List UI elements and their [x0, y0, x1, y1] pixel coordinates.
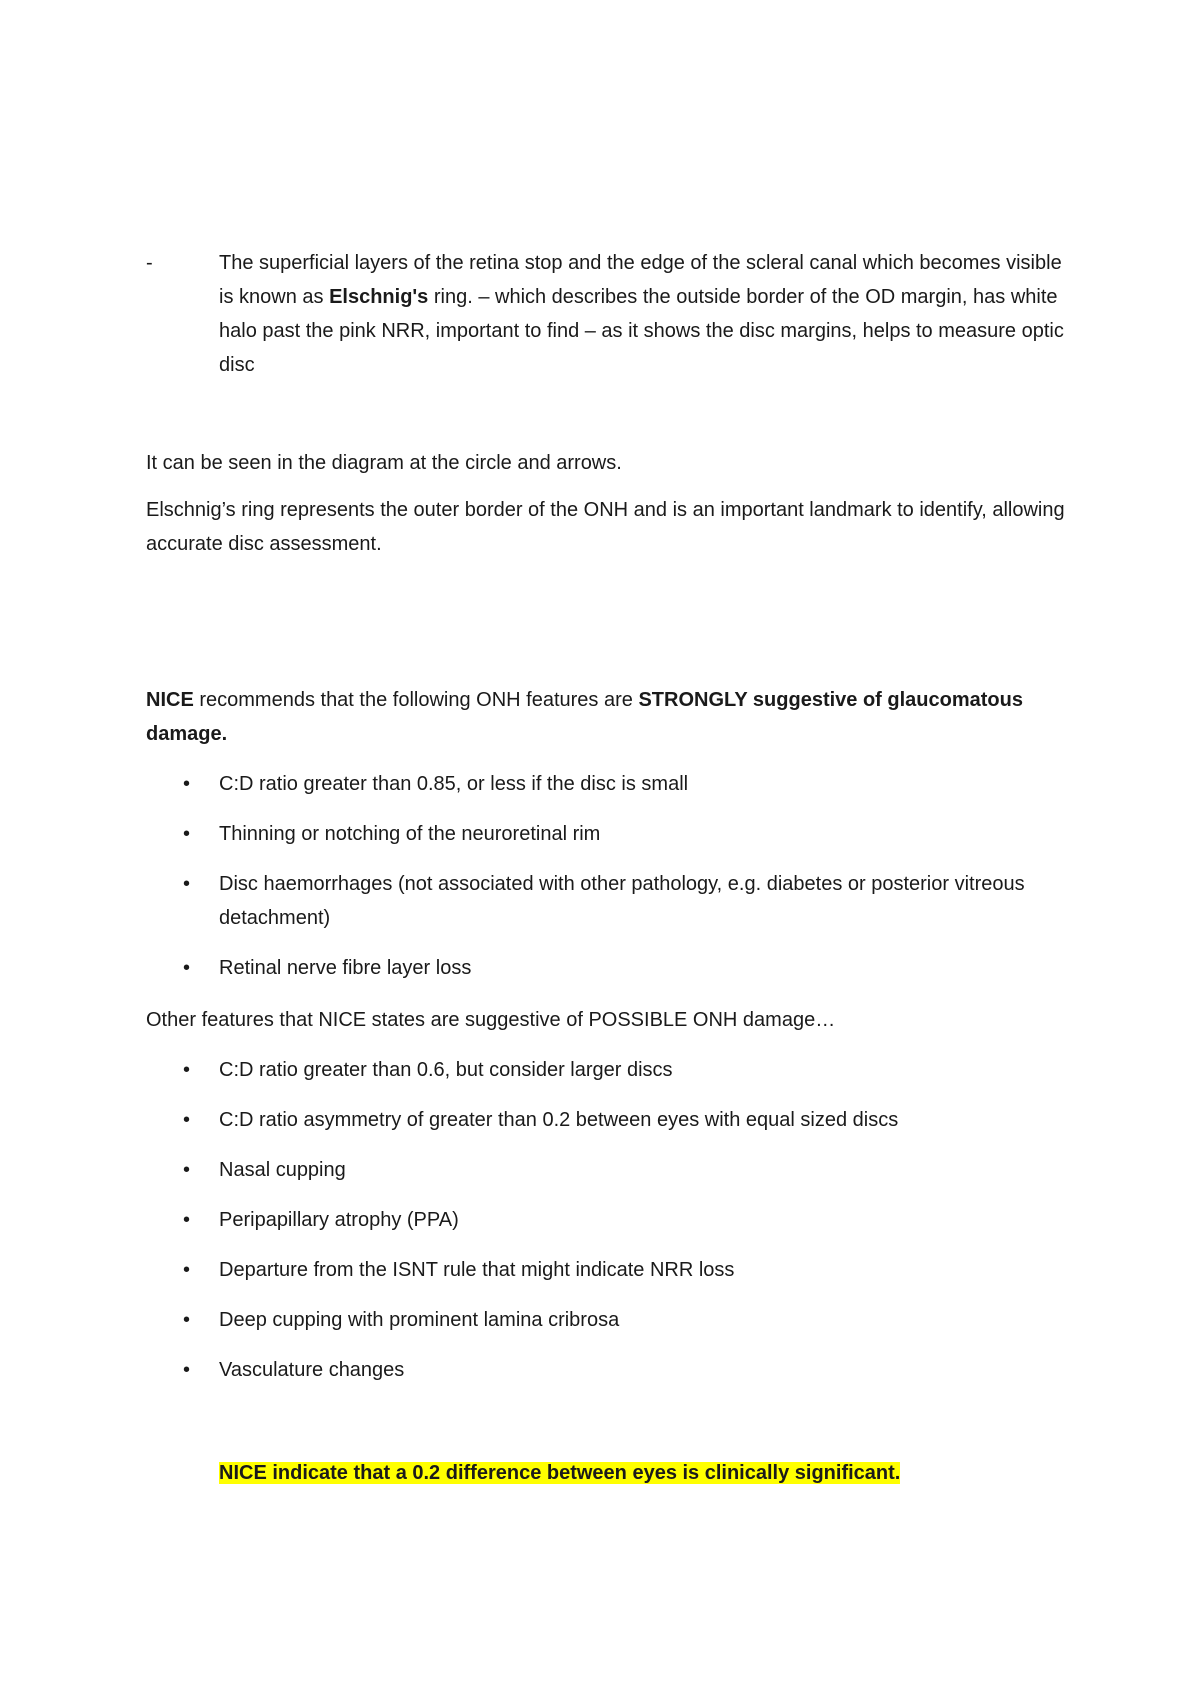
list-item-text: C:D ratio greater than 0.6, but consider larger discs [219, 1059, 673, 1081]
bullet-icon: • [183, 957, 191, 979]
list-item-text: Vasculature changes [219, 1359, 405, 1381]
list-item-text: Deep cupping with prominent lamina cribrosa [219, 1309, 620, 1331]
list-item [146, 1053, 1066, 1087]
elschnig-term: Elschnig's [329, 286, 429, 308]
nice-intro-paragraph [146, 683, 1066, 751]
strong-features-list [146, 767, 1066, 1001]
highlighted-note-text: NICE indicate that a 0.2 difference between eyes is clinically significant. [219, 1462, 901, 1484]
list-item [146, 867, 1066, 935]
list-item [146, 1353, 1066, 1387]
list-item [146, 1203, 1066, 1237]
list-item [146, 767, 1066, 801]
list-item-text: Disc haemorrhages (not associated with other pathology, e.g. diabetes or posterior vitreous detachment) [219, 873, 1025, 929]
possible-intro-paragraph: Other features that NICE states are suggestive of POSSIBLE ONH damage… [146, 1009, 836, 1031]
possible-features-list [146, 1053, 1066, 1403]
elschnig-paragraph: Elschnig’s ring represents the outer border of the ONH and is an important landmark to identify, allowing accurate disc assessment. [146, 499, 1065, 555]
list-item [146, 1303, 1066, 1337]
dash-marker: - [146, 252, 153, 274]
bullet-icon: • [183, 1159, 191, 1181]
list-item-text: Nasal cupping [219, 1159, 346, 1181]
bullet-icon: • [183, 873, 191, 895]
bullet-icon: • [183, 773, 191, 795]
nice-strongly-bold: STRONGLY suggestive of glaucomatous damage. [146, 689, 1023, 745]
list-item-text: Departure from the ISNT rule that might indicate NRR loss [219, 1259, 735, 1281]
list-item [146, 817, 1066, 851]
nice-bold: NICE [146, 689, 194, 711]
bullet-icon: • [183, 1109, 191, 1131]
bullet-icon: • [183, 1059, 191, 1081]
diagram-paragraph: It can be seen in the diagram at the circle and arrows. [146, 452, 622, 474]
dash-list-item [146, 246, 1066, 382]
bullet-icon: • [183, 1259, 191, 1281]
bullet-icon: • [183, 1209, 191, 1231]
list-item-text: C:D ratio asymmetry of greater than 0.2 between eyes with equal sized discs [219, 1109, 899, 1131]
bullet-icon: • [183, 1359, 191, 1381]
highlighted-note [219, 1456, 900, 1490]
bullet-icon: • [183, 823, 191, 845]
list-item [146, 1153, 1066, 1187]
list-item [146, 1253, 1066, 1287]
list-item [146, 951, 1066, 985]
list-item-text: Peripapillary atrophy (PPA) [219, 1209, 459, 1231]
list-item-text: Thinning or notching of the neuroretinal rim [219, 823, 601, 845]
list-item-text: Retinal nerve fibre layer loss [219, 957, 472, 979]
dash-item-text [219, 246, 1066, 382]
bullet-icon: • [183, 1309, 191, 1331]
list-item-text: C:D ratio greater than 0.85, or less if the disc is small [219, 773, 689, 795]
nice-intro-middle: recommends that the following ONH features are [193, 689, 639, 711]
list-item [146, 1103, 1066, 1137]
dash-text-part2: ring. – which describes the outside border of the OD margin, has white halo past the pink NRR, important to find – as it shows the disc margins, helps to measure optic disc [219, 286, 1064, 376]
dash-text-part1: The superficial layers of the retina stop and the edge of the scleral canal which becomes visible is known as [219, 252, 1062, 308]
